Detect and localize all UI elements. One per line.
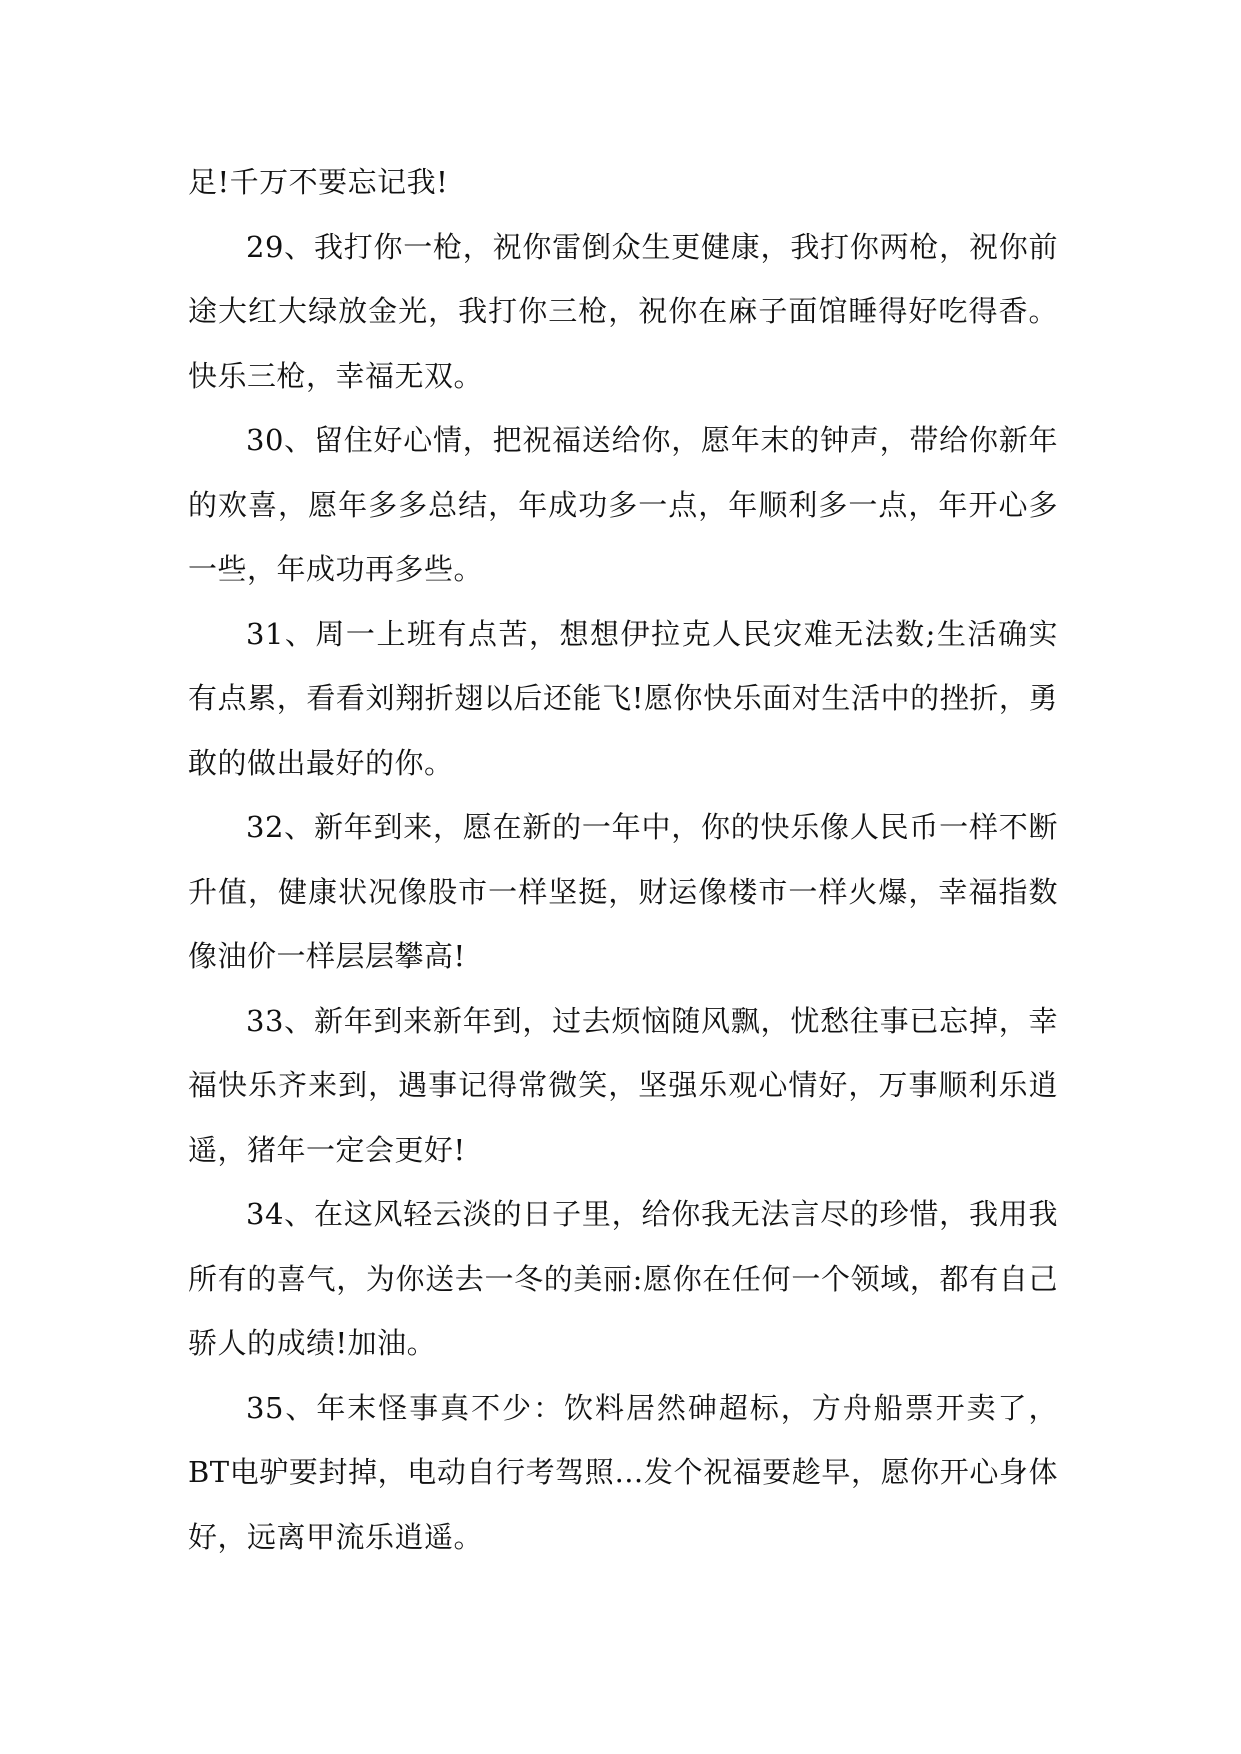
paragraph-33: 33、新年到来新年到，过去烦恼随风飘，忧愁往事已忘掉，幸福快乐齐来到，遇事记得常微笑，坚强乐观心情好，万事顺利乐逍遥，猪年一定会更好!	[188, 1003, 1058, 1167]
paragraph-32: 32、新年到来，愿在新的一年中，你的快乐像人民币一样不断升值，健康状况像股市一样坚挺，财运像楼市一样火爆，幸福指数像油价一样层层攀高!	[188, 810, 1058, 973]
paragraph-31: 31、周一上班有点苦，想想伊拉克人民灾难无法数;生活确实有点累，看看刘翔折翅以后还能飞!愿你快乐面对生活中的挫折，勇敢的做出最好的你。	[188, 616, 1058, 780]
paragraph-30: 30、留住好心情，把祝福送给你，愿年末的钟声，带给你新年的欢喜，愿年多多总结，年成功多一点，年顺利多一点，年开心多一些，年成功再多些。	[188, 423, 1058, 586]
paragraph-34: 34、在这风轻云淡的日子里，给你我无法言尽的珍惜，我用我所有的喜气，为你送去一冬的美丽:愿你在任何一个领域，都有自己骄人的成绩!加油。	[188, 1197, 1058, 1360]
paragraph-29: 29、我打你一枪，祝你雷倒众生更健康，我打你两枪，祝你前途大红大绿放金光，我打你三枪，祝你在麻子面馆睡得好吃得香。快乐三枪，幸福无双。	[188, 229, 1058, 393]
paragraph-continuation: 足!千万不要忘记我!	[188, 165, 449, 199]
document-body	[188, 150, 1058, 1569]
paragraph-35: 35、年末怪事真不少：饮料居然砷超标，方舟船票开卖了，BT电驴要封掉，电动自行考驾照…发个祝福要趁早，愿你开心身体好，远离甲流乐逍遥。	[188, 1390, 1058, 1554]
